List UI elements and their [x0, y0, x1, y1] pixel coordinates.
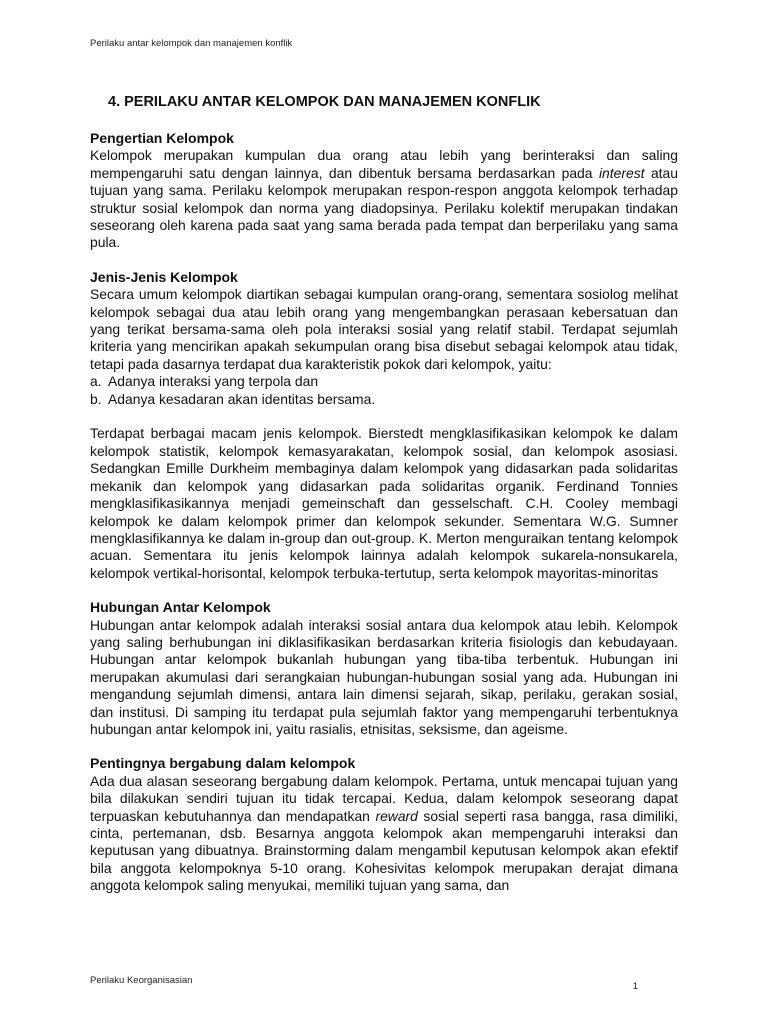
list-item-text: Adanya interaksi yang terpola dan: [108, 373, 319, 390]
section-pentingnya: [90, 755, 678, 894]
footer-title: Perilaku Keorganisasian: [90, 975, 193, 986]
italic-term-reward: reward: [375, 807, 418, 824]
paragraph-pentingnya: [90, 773, 678, 895]
list-item-text: Adanya kesadaran akan identitas bersama.: [108, 390, 376, 407]
page-number: 1: [632, 981, 638, 992]
paragraph-text: Ada dua alasan seseorang bergabung dalam kelompok. Pertama, untuk mencapai tujuan yang bila dilakukan sendiri tujuan itu tidak tercapai. Kedua, dalam kelompok seseorang dapat terpuaskan kebutuhannya dan mendapatkan: [90, 772, 678, 824]
paragraph-text: atau tujuan yang sama. Perilaku kelompok merupakan respon-respon anggota kelompok terhadap struktur sosial kelompok dan norma yang diadopsinya. Perilaku kolektif merupakan tindakan seseorang oleh karena pada saat yang sama berada pada tempat dan berperilaku yang sama pula.: [90, 164, 678, 251]
list-marker: a.: [90, 373, 102, 390]
section-heading-hubungan: Hubungan Antar Kelompok: [90, 599, 271, 616]
running-header: Perilaku antar kelompok dan manajemen konflik: [90, 38, 293, 49]
characteristics-list: [90, 373, 678, 408]
section-heading-pentingnya: Pentingnya bergabung dalam kelompok: [90, 755, 356, 772]
list-item: [90, 391, 678, 408]
paragraph-hubungan: Hubungan antar kelompok adalah interaksi sosial antara dua kelompok atau lebih. Kelompok yang saling berhubungan ini diklasifikasikan berdasarkan kriteria fisiologis dan kebudayaan. Hubungan antar kelompok bukanlah hubungan yang tiba-tiba terbentuk. Hubungan ini merupakan akumulasi dari serangkaian hubungan-hubungan sosial yang ada. Hubungan ini mengandung sejumlah dimensi, antara lain dimensi sejarah, sikap, perilaku, gerakan sosial, dan institusi. Di samping itu terdapat pula sejumlah faktor yang mempengaruhi terbentuknya hubungan antar kelompok ini, yaitu rasialis, etnisitas, seksisme, dan ageisme.: [90, 616, 678, 737]
chapter-title: 4. PERILAKU ANTAR KELOMPOK DAN MANAJEMEN KONFLIK: [108, 94, 541, 110]
section-hubungan: [90, 599, 678, 738]
section-pengertian: [90, 130, 678, 252]
italic-term-interest: interest: [598, 164, 645, 181]
list-marker: b.: [90, 390, 102, 407]
section-heading-pengertian: Pengertian Kelompok: [90, 130, 234, 146]
list-item: [90, 373, 678, 390]
paragraph-jenis-types: Terdapat berbagai macam jenis kelompok. Bierstedt mengklasifikasikan kelompok ke dalam kelompok statistik, kelompok kemasyarakatan, kelompok sosial, dan kelompok asosiasi. Sedangkan Emille Durkheim membaginya dalam kelompok yang didasarkan pada solidaritas mekanik dan kelompok yang didasarkan pada solidaritas organik. Ferdinand Tonnies mengklasifikasikannya menjadi gemeinschaft dan gesselschaft. C.H. Cooley membagi kelompok ke dalam kelompok primer dan kelompok sekunder. Sementara W.G. Sumner mengklasifikannya ke dalam in-group dan out-group. K. Merton menguraikan tentang kelompok acuan. Sementara itu jenis kelompok lainnya adalah kelompok sukarela-nonsukarela, kelompok vertikal-horisontal, kelompok terbuka-tertutup, serta kelompok mayoritas-minoritas: [90, 425, 678, 581]
section-jenis: [90, 269, 678, 582]
paragraph-text: sosial seperti rasa bangga, rasa dimiliki, cinta, pertemanan, dsb. Besarnya anggota kelompok akan mempengaruhi interaksi dan keputusan yang dibuatnya. Brainstorming dalam mengambil keputusan kelompok akan efektif bila anggota kelompoknya 5-10 orang. Kohesivitas kelompok merupakan derajat dimana anggota kelompok saling menyukai, memiliki tujuan yang sama, dan: [90, 807, 678, 894]
paragraph-text: Kelompok merupakan kumpulan dua orang atau lebih yang berinteraksi dan saling mempengaruhi satu dengan lainnya, dan dibentuk bersama berdasarkan pada: [90, 147, 678, 181]
paragraph-pengertian: [90, 147, 678, 251]
section-heading-jenis: Jenis-Jenis Kelompok: [90, 268, 238, 285]
running-footer: [90, 975, 638, 992]
paragraph-jenis-intro: Secara umum kelompok diartikan sebagai kumpulan orang-orang, sementara sosiolog melihat kelompok sebagai dua atau lebih orang yang mengembangkan perasaan kebersatuan dan yang terikat bersama-sama oleh pola interaksi sosial yang relatif stabil. Terdapat sejumlah kriteria yang mencirikan apakah sekumpulan orang bisa disebut sebagai kelompok atau tidak, tetapi pada dasarnya terdapat dua karakteristik pokok dari kelompok, yaitu:: [90, 286, 678, 372]
page-content: [90, 94, 678, 912]
